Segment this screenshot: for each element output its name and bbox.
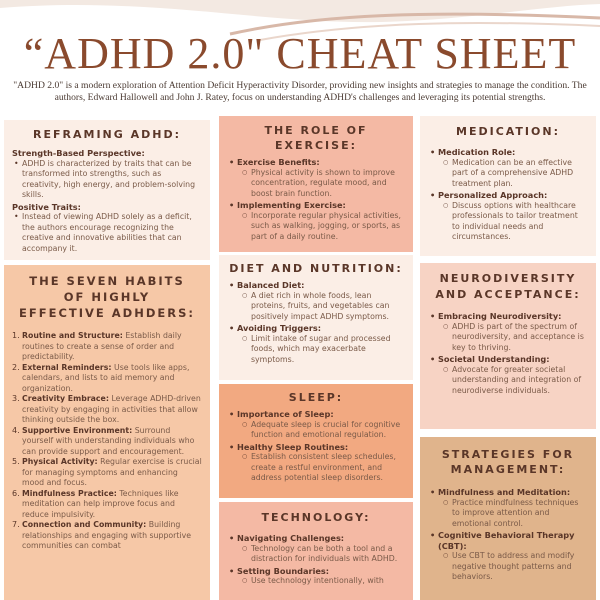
card-sleep (219, 384, 413, 498)
list-item (12, 426, 202, 458)
sub-list (442, 551, 588, 583)
list-item: ○ Use CBT to address and modify negative thought patterns and behaviors. (442, 551, 588, 583)
section-list (227, 323, 405, 334)
section-label: • Medication Role: (428, 147, 588, 158)
sub-list (442, 158, 588, 190)
item-label: Routine and Structure: (22, 331, 123, 340)
section-label: • Navigating Challenges: (227, 533, 405, 544)
item-number: 3. (12, 394, 20, 403)
item-number: 4. (12, 425, 20, 435)
list-item: ○ Establish consistent sleep schedules, create a restful environment, and address potential sleep disorders. (241, 452, 405, 484)
section-list (227, 280, 405, 291)
section-list (227, 566, 405, 577)
card-heading: TECHNOLOGY: (261, 511, 371, 524)
section-label: • Cognitive Behavioral Therapy (CBT): (428, 530, 588, 551)
sub-list (241, 452, 405, 484)
card-heading: NEURODIVERSITY AND ACCEPTANCE: (435, 272, 581, 301)
sub-list (442, 201, 588, 243)
list-item: ○ Adequate sleep is crucial for cognitive function and emotional regulation. (241, 420, 405, 441)
section-list (428, 147, 588, 158)
card-heading: THE SEVEN HABITS OF HIGHLY EFFECTIVE ADHDERS: (19, 274, 195, 320)
list-item (12, 457, 202, 489)
list-item: ○ Limit intake of sugar and processed foods, which may exacerbate symptoms. (241, 334, 405, 366)
section-label: • Societal Understanding: (428, 354, 588, 365)
card-reframing-adhd (4, 120, 210, 260)
sub-list (241, 334, 405, 366)
section-label: • Implementing Exercise: (227, 200, 405, 211)
list-item: ○ A diet rich in whole foods, lean proteins, fruits, and vegetables can positively impact ADHD symptoms. (241, 291, 405, 323)
card-diet-nutrition (219, 255, 413, 380)
item-text: Leverage ADHD-driven creativity by engaging in activities that allow thinking outside the box. (22, 394, 201, 424)
card-seven-habits (4, 265, 210, 600)
item-text: Techniques like meditation can help improve focus and reduce impulsivity. (22, 488, 179, 519)
list-item: ○ Advocate for greater societal understanding and integration of neurodiverse individuals. (442, 365, 588, 397)
section-label: • Mindfulness and Meditation: (428, 487, 588, 498)
card-heading: STRATEGIES FOR MANAGEMENT: (441, 448, 575, 476)
item-label: Mindfulness Practice: (22, 488, 117, 498)
section-list (428, 311, 588, 322)
list-item: ○ Physical activity is shown to improve concentration, regulate mood, and boost brain function. (241, 168, 405, 200)
sub-list (442, 365, 588, 397)
section-label: Strength-Based Perspective: (12, 148, 145, 158)
section-list (428, 354, 588, 365)
section-list (428, 487, 588, 498)
section-label: • Personalized Approach: (428, 190, 588, 201)
sub-list (442, 322, 588, 354)
list-item: • Instead of viewing ADHD solely as a deficit, the authors encourage recognizing the creative and innovative abilities that can accompany it. (12, 212, 202, 254)
sub-list (241, 211, 405, 243)
card-strategies-management (420, 437, 596, 600)
item-text: Regular exercise is crucial for managing symptoms and enhancing mood and focus. (22, 457, 202, 487)
item-number: 6. (12, 488, 20, 498)
list-item: ○ Discuss options with healthcare professionals to tailor treatment to individual needs and circumstances. (442, 201, 588, 243)
habits-list (12, 331, 202, 552)
sub-list (241, 576, 405, 587)
item-number: 2. (12, 362, 20, 372)
list-item: ○ Medication can be an effective part of a comprehensive ADHD treatment plan. (442, 158, 588, 190)
card-heading: MEDICATION: (456, 125, 560, 138)
item-text: Use tools like apps, calendars, and lists to aid memory and organization. (22, 362, 190, 393)
list-item (12, 363, 202, 395)
card-heading: REFRAMING ADHD: (33, 128, 181, 141)
card-neurodiversity-acceptance (420, 263, 596, 429)
sub-list (241, 420, 405, 441)
list-item (12, 520, 202, 552)
card-technology (219, 502, 413, 600)
section-label: • Healthy Sleep Routines: (227, 442, 405, 453)
card-role-of-exercise (219, 116, 413, 252)
list-item: ○ Technology can be both a tool and a distraction for individuals with ADHD. (241, 544, 405, 565)
card-heading: DIET AND NUTRITION: (229, 262, 403, 275)
section-list (227, 533, 405, 544)
item-number: 1. (12, 331, 20, 340)
section-label: • Avoiding Triggers: (227, 323, 405, 334)
list-item: • ADHD is characterized by traits that can be transformed into strengths, such as creativity, high energy, and problem-solving skills. (12, 159, 202, 201)
list-item (12, 331, 202, 363)
card-heading: THE ROLE OF EXERCISE: (264, 124, 368, 152)
sub-list (241, 168, 405, 200)
section-list (227, 409, 405, 420)
item-label: External Reminders: (22, 362, 112, 372)
section-label: • Balanced Diet: (227, 280, 405, 291)
item-label: Creativity Embrace: (22, 394, 109, 403)
section-list (227, 442, 405, 453)
item-number: 7. (12, 520, 20, 529)
list-item: ○ Incorporate regular physical activities, such as walking, jogging, or sports, as part of a daily routine. (241, 211, 405, 243)
section-label: • Exercise Benefits: (227, 157, 405, 168)
section-label: • Importance of Sleep: (227, 409, 405, 420)
section-label: • Embracing Neurodiversity: (428, 311, 588, 322)
intro-paragraph: "ADHD 2.0" is a modern exploration of Attention Deficit Hyperactivity Disorder, providing new insights and strategies to manage the condition. The authors, Edward Hallowell and John J. Ratey, focus on understanding ADHD's challenges and leveraging its potential strengths. (13, 80, 587, 103)
page-title: “ADHD 2.0" CHEAT SHEET (23, 29, 577, 78)
item-label: Supportive Environment: (22, 425, 133, 435)
item-label: Connection and Community: (22, 520, 147, 529)
item-text: Building relationships and engaging with supportive communities can combat (22, 520, 191, 550)
list-item: ○ Practice mindfulness techniques to improve attention and emotional control. (442, 498, 588, 530)
item-label: Physical Activity: (22, 457, 98, 466)
section-list (428, 530, 588, 551)
item-text: Surround yourself with understanding individuals who can provide support and encouragement. (22, 425, 195, 456)
section-label: • Setting Boundaries: (227, 566, 405, 577)
list-item: ○ ADHD is part of the spectrum of neurodiversity, and acceptance is key to thriving. (442, 322, 588, 354)
list-item (12, 489, 202, 521)
list-item: ○ Use technology intentionally, with (241, 576, 405, 587)
section-list (227, 200, 405, 211)
sub-list (241, 291, 405, 323)
item-text: Establish daily routines to create a sense of order and predictability. (22, 331, 182, 361)
section-list (428, 190, 588, 201)
section-label: Positive Traits: (12, 201, 81, 212)
bullet-list (12, 159, 202, 201)
sub-list (241, 544, 405, 565)
section-list (227, 157, 405, 168)
card-medication (420, 116, 596, 256)
sub-list (442, 498, 588, 530)
card-heading: SLEEP: (288, 391, 344, 404)
bullet-list (12, 212, 202, 254)
list-item (12, 394, 202, 426)
item-number: 5. (12, 457, 20, 466)
